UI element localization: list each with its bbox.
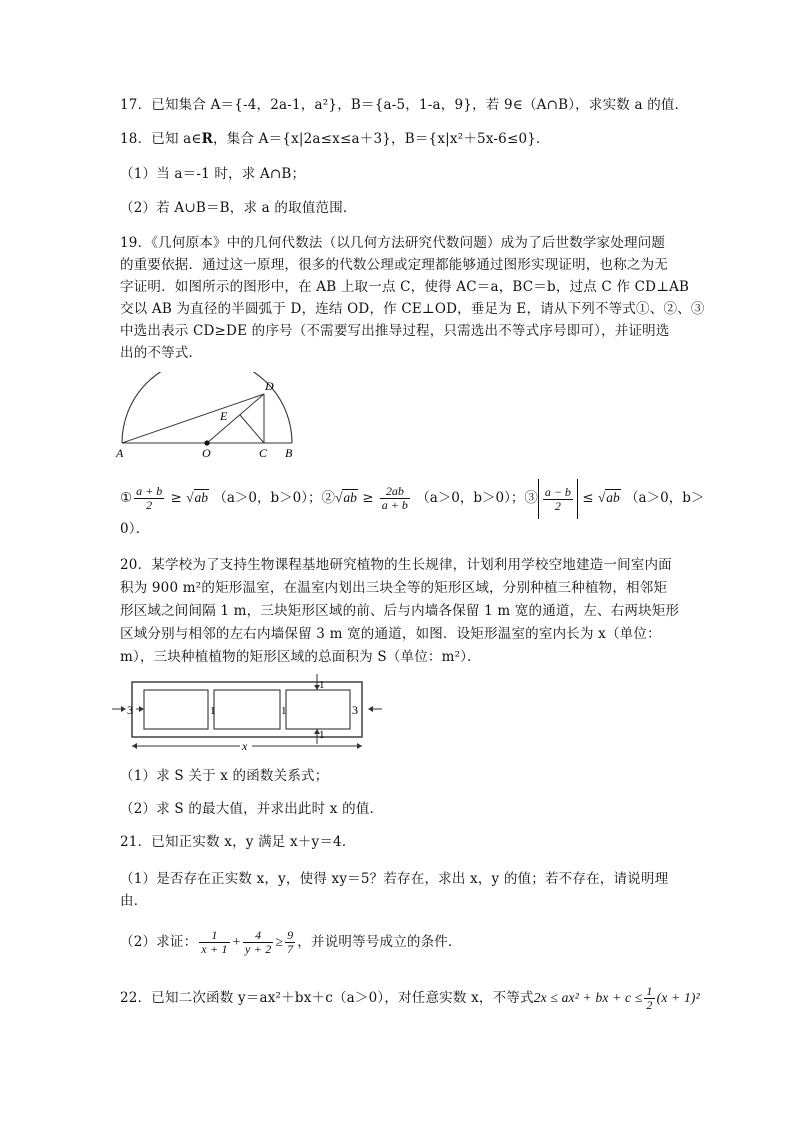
radicand: ab: [606, 490, 620, 505]
q21-stem: 21．已知正实数 x，y 满足 x＋y＝4．: [120, 834, 356, 850]
radicand: ab: [194, 490, 209, 505]
q17-text: 17．已知集合 A＝{-4，2a-1，a²}，B＝{a-5，1-a，9}，若 9∈（A∩B），求实数 a 的值．: [120, 97, 689, 113]
frac-1-over-x-plus-1: [199, 929, 229, 956]
condition-1: （a＞0，b＞0）；: [213, 490, 322, 506]
q22-stem: [120, 980, 700, 1016]
frac-num: 1: [646, 984, 653, 998]
frac-2ab-over-a-plus-b: [380, 485, 410, 512]
q21-part1-line-1: （1）是否存在正实数 x，y，使得 xy＝5？若存在，求出 x，y 的值；若不存在，请说明理: [120, 871, 669, 887]
frac-a-plus-b-over-2: [134, 485, 164, 512]
q18-stem-a: 18．已知 a∈: [120, 131, 202, 147]
ge-sign-2: ≥: [362, 490, 374, 506]
label-right-3: 3: [352, 703, 358, 717]
q20-part2: （2）求 S 的最大值，并求出此时 x 的值．: [120, 801, 384, 817]
q20-line-3: 形区域之间间隔 1 m，三块矩形区域的前、后与内墙各保留 1 m 宽的通道，左、右两块矩形: [120, 603, 680, 619]
q21-part2-post: ，并说明等号成立的条件．: [297, 934, 462, 950]
frac-num: a + b: [136, 484, 163, 498]
q19-semicircle-figure: [112, 372, 302, 464]
arrowhead: [368, 706, 373, 712]
q22-square-term: (x + 1)²: [656, 990, 700, 1005]
segment-od: [207, 394, 264, 443]
ge-sign: ≥: [170, 490, 182, 506]
abs-value: [538, 479, 578, 519]
label-top-1: 1: [319, 679, 325, 691]
q20-part1: （1）求 S 关于 x 的函数关系式；: [120, 768, 329, 784]
q20-greenhouse-figure: [112, 674, 384, 752]
label-bottom-1: 1: [319, 729, 325, 741]
frac-a-minus-b-over-2: [543, 486, 573, 513]
frac-den: 2: [146, 498, 153, 512]
frac-num: 9: [287, 928, 294, 942]
segment-ce: [240, 415, 264, 443]
frac-den: y + 2: [245, 942, 272, 956]
plot-right: [286, 690, 350, 729]
condition-3: （a＞0，b＞: [625, 490, 705, 506]
label-gap-1b: 1: [281, 705, 287, 717]
q19-line-4: 交以 AB 为直径的半圆弧于 D，连结 OD，作 CE⊥OD，垂足为 E，请从下列不等式①、②、③: [120, 301, 705, 317]
q18-part1: （1）当 a＝-1 时，求 A∩B；: [120, 166, 306, 182]
q18-real-set: R: [201, 131, 214, 147]
label-a: A: [116, 446, 124, 460]
arrowhead: [357, 743, 362, 749]
q19-line-6: 出的不等式．: [120, 345, 203, 361]
label-gap-1a: 1: [210, 705, 216, 717]
frac-9-over-7: [285, 929, 295, 956]
label-e: E: [220, 409, 228, 423]
frac-num: 4: [243, 929, 273, 943]
arrowhead: [139, 706, 144, 712]
sqrt-ab-3: √ab: [597, 490, 620, 505]
q18-stem-b: ，集合 A＝{x|2a≤x≤a＋3}，B＝{x|x²＋5x-6≤0}．: [213, 131, 550, 147]
q20-line-1: 20．某学校为了支持生物课程基地研究植物的生长规律，计划利用学校空地建造一间室内面: [120, 557, 672, 573]
q19-line-3: 字证明．如图所示的图形中，在 AB 上取一点 C，使得 AC＝a，BC＝b，过点 C 作 CD⊥AB: [120, 279, 690, 295]
arrowhead: [132, 743, 137, 749]
q19-line-5: 中选出表示 CD≥DE 的序号（不需要写出推导过程，只需选出不等式序号即可），并证明选: [120, 323, 670, 339]
frac-den: a + b: [381, 498, 408, 512]
q22-inequality: 2x ≤ ax² + bx + c ≤: [533, 990, 643, 1005]
q20-line-5: m），三块种植植物的矩形区域的总面积为 S（单位：m²）．: [120, 649, 481, 665]
plot-left: [144, 690, 208, 729]
plot-middle: [214, 690, 280, 729]
q19-inequality-options: [120, 478, 704, 519]
q20-line-4: 区域分别与相邻的左右内墙保留 3 m 宽的通道，如图．设矩形温室的室内长为 x（单位：: [120, 626, 661, 642]
q22-pre: 22．已知二次函数 y＝ax²＋bx＋c（a＞0），对任意实数 x，不等式: [120, 990, 534, 1006]
q18-part2: （2）若 A∪B＝B，求 a 的取值范围．: [120, 200, 357, 216]
condition-2: （a＞0，b＞0）；: [416, 490, 525, 506]
frac-den: x + 1: [201, 942, 228, 956]
q21-part2-pre: （2）求证：: [120, 934, 198, 950]
q19-line-2: 的重要依据．通过这一原理，很多的代数公理或定理都能够通过图形实现证明，也称之为无: [120, 257, 668, 273]
frac-den: 7: [287, 942, 294, 956]
sqrt-ab-2: √ab: [334, 490, 357, 505]
q21-part1-line-2: 由．: [120, 893, 148, 909]
q19-tail: 0）．: [120, 521, 150, 537]
label-left-3: 3: [127, 703, 133, 717]
option-3-marker: ③: [524, 490, 538, 506]
q18-stem: [120, 129, 550, 149]
label-x: x: [242, 739, 248, 752]
label-b: B: [285, 446, 293, 460]
option-2-marker: ②: [321, 490, 335, 506]
radicand: ab: [343, 490, 357, 505]
ge-sign: ≥: [275, 934, 284, 949]
frac-4-over-y-plus-2: [243, 929, 273, 956]
frac-one-half: [644, 985, 654, 1012]
center-point-o: [204, 440, 209, 445]
frac-num: 1: [199, 929, 229, 943]
frac-num: 2ab: [380, 485, 410, 499]
arrowhead: [121, 706, 126, 712]
q19-line-1: 19．《几何原本》中的几何代数法（以几何方法研究代数问题）成为了后世数学家处理问题: [120, 235, 666, 251]
frac-den: 2: [646, 998, 653, 1012]
sqrt-ab: √ab: [186, 490, 209, 505]
frac-den: 2: [554, 498, 561, 513]
label-o: O: [202, 446, 211, 460]
frac-num: a − b: [544, 484, 571, 499]
label-c: C: [259, 446, 268, 460]
q21-part2: [120, 924, 462, 960]
q20-line-2: 积为 900 m²的矩形温室，在温室内划出三块全等的矩形区域，分别种植三种植物，相邻矩: [120, 580, 668, 596]
option-1-marker: ①: [120, 490, 133, 506]
plus-sign: +: [231, 934, 242, 949]
label-d: D: [265, 379, 274, 393]
le-sign: ≤: [582, 490, 594, 506]
